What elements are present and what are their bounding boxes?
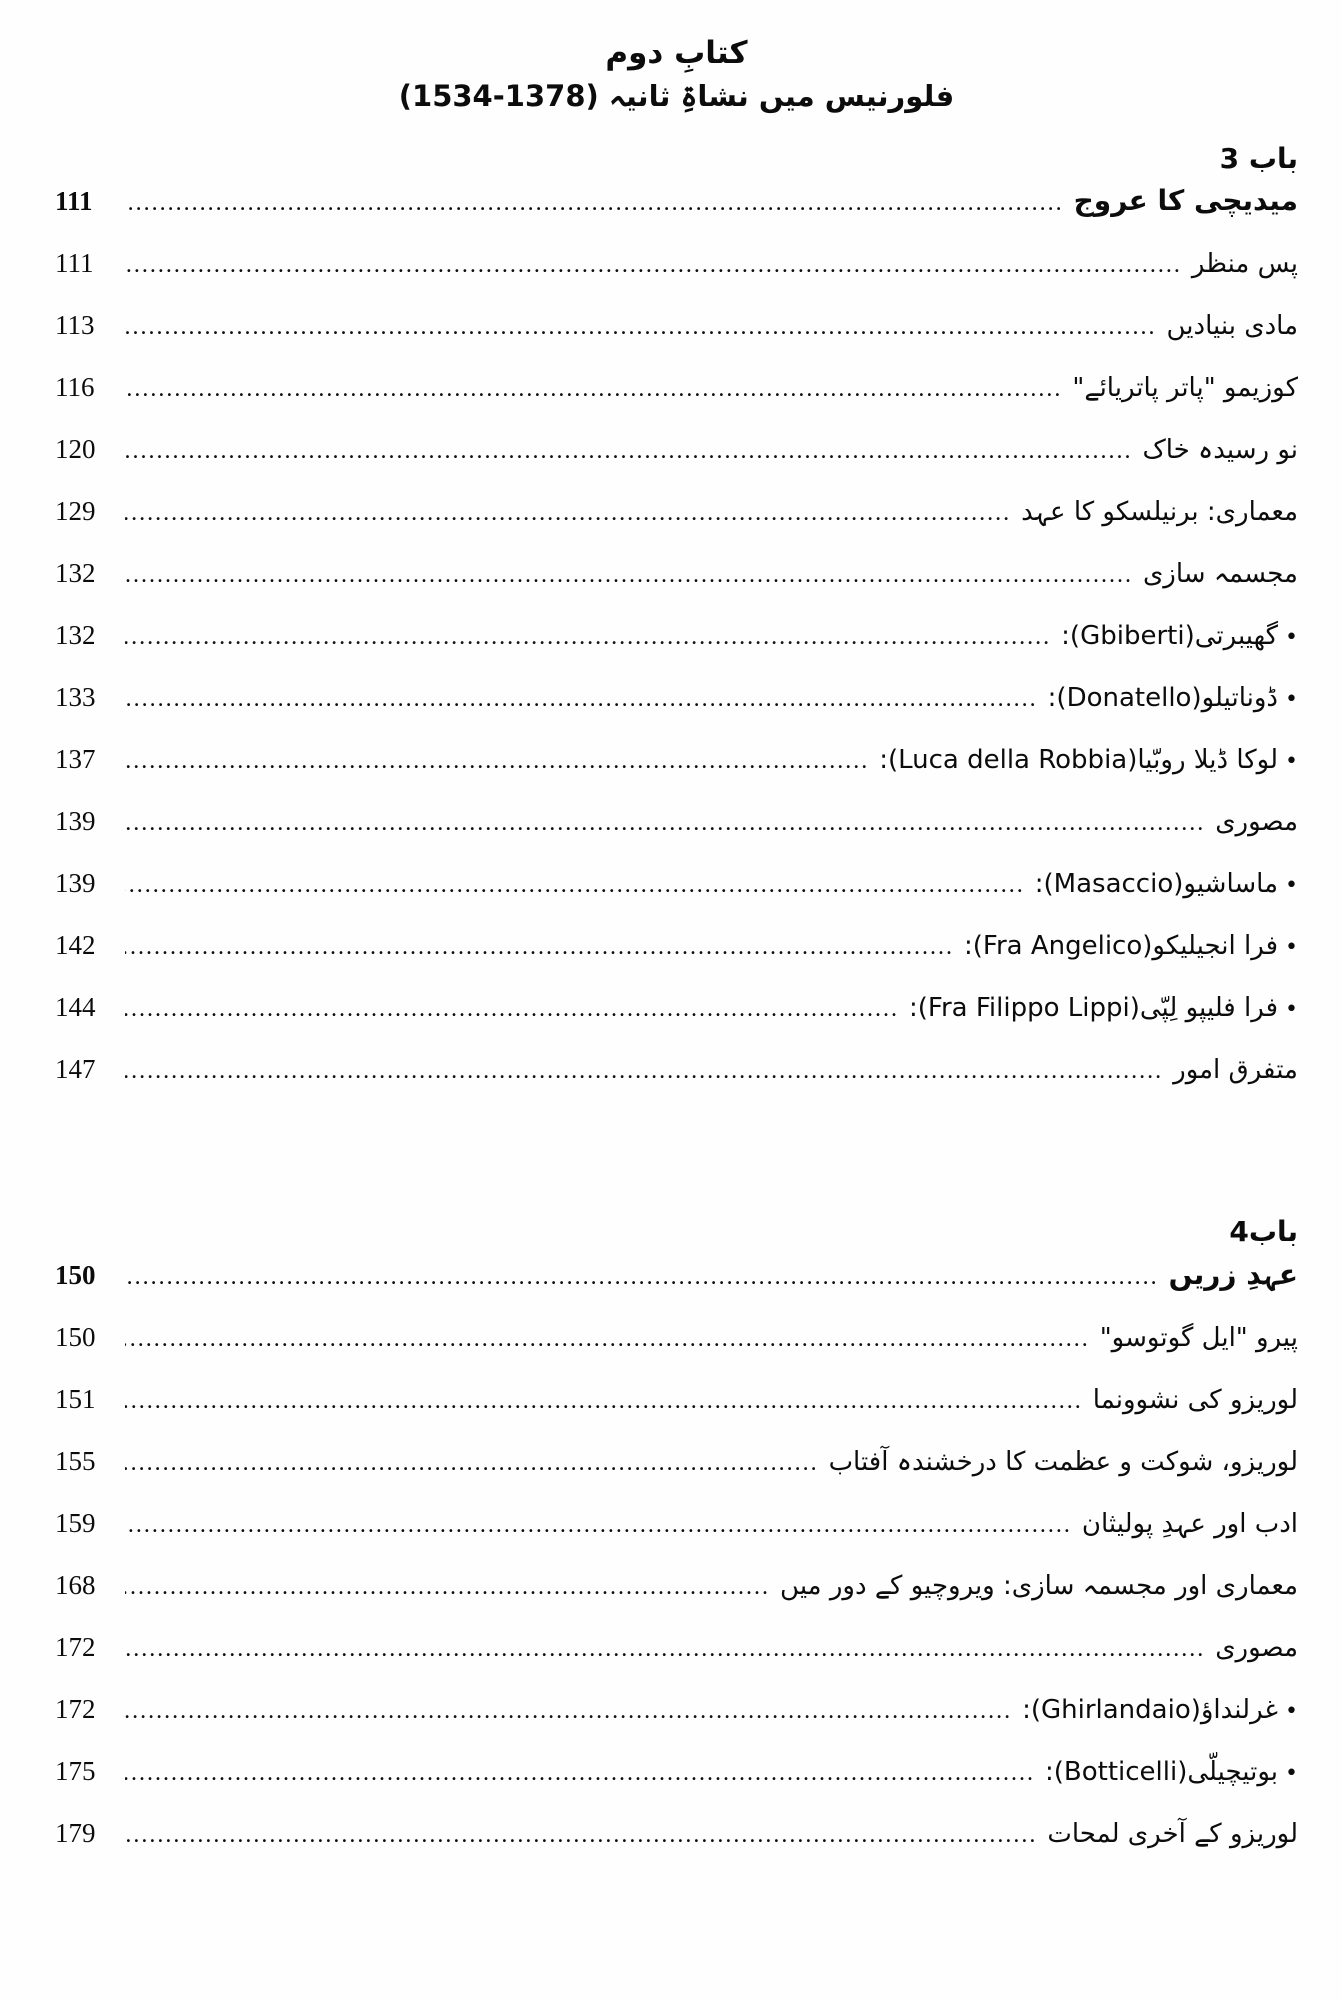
toc-entry-label: • بوتیچیلّی(Botticelli): (1045, 1759, 1298, 1785)
toc-entry-label: نو رسیدہ خاک (1142, 435, 1298, 466)
toc-entry (55, 744, 1298, 806)
toc-entry-label: لوریزو کے آخری لمحات (1047, 1818, 1298, 1849)
toc-section-chapter-4 (55, 1257, 1298, 1880)
toc-entry (55, 992, 1298, 1054)
toc-entry (55, 868, 1298, 930)
toc-entry-label: • گھیبرتی(Gbiberti): (1061, 623, 1298, 649)
toc-entry-page: 137 (55, 744, 96, 775)
toc-entry-page: 175 (55, 1755, 96, 1786)
toc-entry-label: عہدِ زریں (1168, 1257, 1298, 1291)
toc-entry-page: 150 (55, 1259, 96, 1290)
dot-leader (125, 1822, 1037, 1849)
dot-leader (125, 996, 899, 1023)
toc-entry-page: 142 (55, 930, 96, 961)
toc-entry-page: 151 (55, 1383, 96, 1414)
toc-entry-page: 139 (55, 806, 96, 837)
dot-leader (125, 190, 1064, 217)
toc-entry-label: کوزیمو "پاتر پاتریائے" (1072, 373, 1298, 404)
dot-leader (125, 934, 954, 961)
toc-entry-label: • غرلنداؤ(Ghirlandaio): (1022, 1697, 1298, 1723)
toc-entry-label: • فرا انجیلیکو(Fra Angelico): (964, 933, 1298, 959)
toc-entry (55, 1054, 1298, 1116)
toc-entry-label: • ڈوناتیلو(Donatello): (1048, 685, 1298, 711)
book-title: فلورنیس میں نشاۃِ ثانیہ (1378-1534) (398, 78, 955, 113)
toc-entry (55, 682, 1298, 744)
dot-leader (125, 314, 1157, 341)
dot-leader (125, 1698, 1012, 1725)
book-label: کتابِ دوم (605, 35, 748, 71)
dot-leader (125, 438, 1132, 465)
toc-entry-page: 111 (55, 186, 93, 217)
toc-entry-label: • فرا فلیپو لِپّی(Fra Filippo Lippi): (909, 995, 1298, 1021)
toc-entry (55, 372, 1298, 434)
toc-entry-page: 172 (55, 1693, 96, 1724)
toc-entry (55, 496, 1298, 558)
chapter-3-label: باب 3 (1219, 142, 1298, 176)
toc-entry-label: پیرو "ایل گوتوسو" (1099, 1322, 1298, 1353)
toc-entry (55, 1446, 1298, 1508)
toc-entry-label: ادب اور عہدِ پولیثان (1081, 1508, 1298, 1539)
dot-leader (125, 1760, 1035, 1787)
toc-entry-label: • لوکا ڈیلا روبّیا(Luca della Robbia): (879, 747, 1298, 773)
dot-leader (125, 1450, 819, 1477)
toc-entry-label: پس منظر (1191, 249, 1298, 280)
toc-entry-page: 155 (55, 1445, 96, 1476)
toc-entry-label: لوریزو، شوکت و عظمت کا درخشندہ آفتاب (828, 1446, 1298, 1477)
dot-leader (125, 562, 1133, 589)
toc-entry (55, 310, 1298, 372)
toc-entry-label: متفرق امور (1173, 1055, 1298, 1086)
toc-entry-label: مصوری (1215, 807, 1298, 838)
toc-entry (55, 930, 1298, 992)
toc-entry-page: 159 (55, 1507, 96, 1538)
toc-entry-page: 172 (55, 1631, 96, 1662)
dot-leader (125, 500, 1011, 527)
toc-entry-page: 116 (55, 372, 95, 403)
toc-entry (55, 434, 1298, 496)
toc-entry-page: 179 (55, 1817, 96, 1848)
dot-leader (125, 1058, 1163, 1085)
dot-leader (125, 1326, 1090, 1353)
dot-leader (125, 748, 869, 775)
book-header (55, 34, 1298, 119)
toc-entry (55, 186, 1298, 248)
dot-leader (125, 624, 1051, 651)
toc-entry-page: 132 (55, 558, 96, 589)
toc-entry (55, 558, 1298, 620)
toc-entry (55, 1632, 1298, 1694)
toc-entry-label: مادی بنیادیں (1166, 311, 1298, 342)
dot-leader (125, 810, 1205, 837)
toc-entry (55, 1508, 1298, 1570)
toc-entry-page: 139 (55, 868, 96, 899)
toc-entry (55, 1694, 1298, 1756)
dot-leader (125, 686, 1038, 713)
toc-entry-page: 147 (55, 1054, 96, 1085)
dot-leader (125, 1636, 1205, 1663)
dot-leader (125, 1512, 1072, 1539)
toc-entry-page: 113 (55, 310, 95, 341)
toc-entry (55, 1384, 1298, 1446)
dot-leader (125, 1264, 1159, 1291)
dot-leader (125, 872, 1025, 899)
toc-entry-page: 132 (55, 620, 96, 651)
toc-entry-label: معماری اور مجسمہ سازی: ویروچیو کے دور میں (780, 1570, 1298, 1601)
toc-entry (55, 1818, 1298, 1880)
toc-entry-page: 168 (55, 1569, 96, 1600)
toc-entry-label: مجسمہ سازی (1142, 559, 1298, 590)
toc-entry (55, 248, 1298, 310)
toc-entry (55, 620, 1298, 682)
toc-entry-page: 133 (55, 682, 96, 713)
toc-entry (55, 1756, 1298, 1818)
toc-entry-label: • ماساشیو(Masaccio): (1035, 871, 1298, 897)
toc-entry-page: 150 (55, 1321, 96, 1352)
toc-section-chapter-3 (55, 186, 1298, 1116)
toc-entry (55, 1322, 1298, 1384)
dot-leader (125, 1388, 1083, 1415)
toc-entry-page: 111 (55, 248, 94, 279)
toc-entry-page: 120 (55, 434, 96, 465)
toc-entry-page: 144 (55, 992, 96, 1023)
toc-entry (55, 1257, 1298, 1322)
dot-leader (125, 252, 1182, 279)
toc-entry-label: لوریزو کی نشوونما (1092, 1384, 1298, 1415)
toc-entry-page: 129 (55, 496, 96, 527)
toc-entry-label: مصوری (1215, 1632, 1298, 1663)
toc-entry-label: میدیچی کا عروج (1073, 184, 1298, 218)
dot-leader (125, 376, 1062, 403)
chapter-4-label: باب4 (1229, 1215, 1298, 1249)
toc-entry (55, 806, 1298, 868)
toc-entry-label: معماری: برنیلسکو کا عہد (1021, 497, 1298, 528)
toc-entry (55, 1570, 1298, 1632)
dot-leader (125, 1574, 770, 1601)
